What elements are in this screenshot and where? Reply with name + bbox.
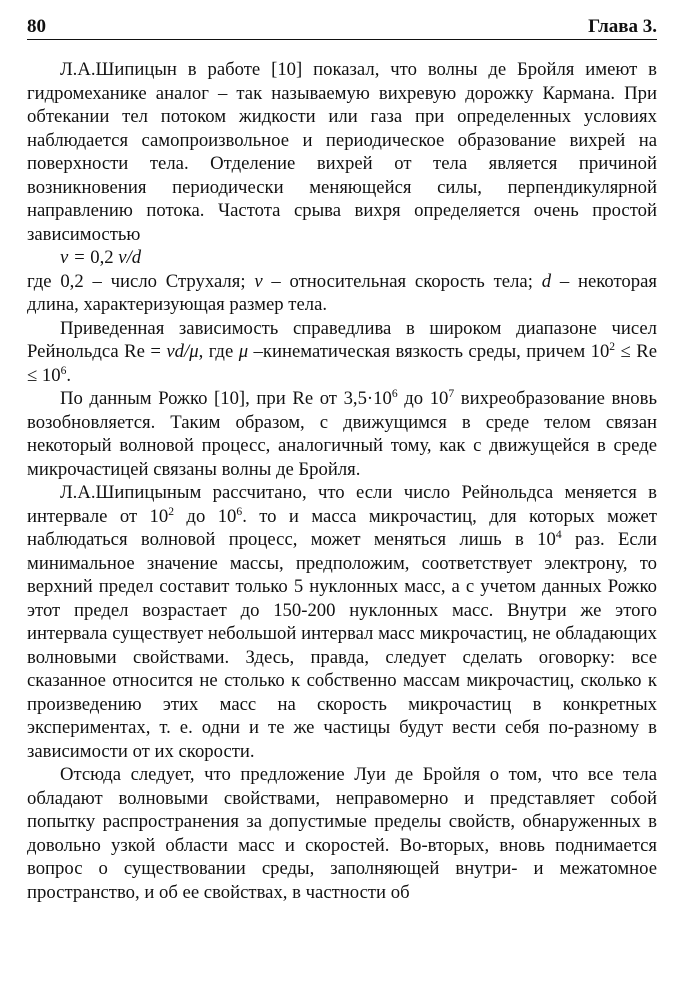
body-text — [27, 58, 657, 904]
p4-superscript-2: 7 — [448, 386, 455, 400]
paragraph-5 — [27, 481, 657, 763]
p4-text-a: По данным Рожко [10], при Re от 3,5·10 — [60, 388, 392, 409]
p2-text-a: где 0,2 – число Струхаля; — [27, 270, 255, 292]
formula — [27, 246, 657, 270]
p5-superscript-1: 2 — [168, 504, 175, 518]
p3-superscript-1: 2 — [609, 339, 616, 353]
page-header — [27, 8, 657, 38]
p5-text-b: до 10 — [174, 505, 237, 527]
p3-expression: vd/μ — [166, 341, 199, 362]
p5-text-d: раз. Если минимальное значение массы, предположим, соответствует электрону, то верхний предел составит только 5 нуклонных масс, а с учетом данных Рожко этот предел возрастает до 150-200 нуклонных масс. Внутри же этого интервала существует небольшой интервал масс микрочастиц, не обладающих волновыми свойствами. Здесь, правда, следует сделать оговорку: все сказанное относится не столько к собственно массам микрочастиц, сколько к произведению этих масс на скорость микрочастиц в конкретных экспериментах, т. е. одни и те же частицы будут вести себя по-разному в зависимости от их скорости. — [27, 529, 657, 762]
paragraph-4 — [27, 387, 657, 481]
formula-lhs: ν = — [60, 247, 91, 268]
p3-text-b: , где — [198, 341, 239, 362]
p2-text-b: – относительная скорость тела; — [262, 270, 542, 292]
p4-text-b: до 10 — [397, 388, 449, 409]
paragraph-2 — [27, 270, 657, 317]
p2-symbol-d: d — [541, 270, 552, 292]
p3-text-a: Приведенная зависимость справедлива в широком диапазоне чисел Рейнольдса Re = — [27, 317, 657, 362]
p4-superscript-1: 6 — [391, 386, 398, 400]
p5-text-c: . то и масса микрочастиц, для которых может наблюдаться волновой процесс, может меняться лишь в 10 — [27, 505, 657, 550]
formula-rhs: v/d — [113, 247, 142, 268]
formula-coefficient: 0,2 — [90, 247, 114, 268]
p3-text-d: ≤ Re ≤ 10 — [27, 341, 658, 386]
p2-symbol-nu: ν — [254, 270, 263, 292]
p3-text-c: –кинематическая вязкость среды, причем 10 — [248, 341, 610, 362]
p5-text-a: Л.А.Шипицыным рассчитано, что если число Рейнольдса меняется в интервале от 10 — [27, 482, 657, 527]
p4-text-c: вихреобразование вновь возобновляется. Таким образом, с движущимся в среде телом связан некоторый волновой процесс, аналогичный тому, как с движущейся в среде микрочастицей связаны волны де Бройля. — [27, 388, 657, 480]
chapter-title: Глава 3. — [588, 16, 657, 37]
p5-superscript-2: 6 — [236, 504, 243, 518]
paragraph-1: Л.А.Шипицын в работе [10] показал, что волны де Бройля имеют в гидромеханике аналог – так называемую вихревую дорожку Кармана. При обтекании тел потоком жидкости или газа при определенных условиях наблюдается самопроизвольное и периодическое образование вихрей на поверхности тела. Отделение вихрей от тела является причиной возникновения периодически меняющейся силы, перпендикулярной направлению потока. Частота срыва вихря определяется очень простой зависимостью — [27, 59, 657, 245]
p3-symbol-mu: μ — [238, 341, 249, 362]
p3-text-e: . — [66, 364, 72, 386]
paragraph-6: Отсюда следует, что предложение Луи де Бройля о том, что все тела обладают волновыми свойствами, неправомерно и представляет собой попытку распространения за допустимые пределы свойств, обнаруженных в довольно узкой области масс и скоростей. Во-вторых, вновь поднимается вопрос о существовании среды, заполняющей внутри- и межатомное пространство, и об ее свойствах, в частности об — [27, 764, 657, 903]
p3-superscript-2: 6 — [60, 363, 67, 377]
page-number: 80 — [27, 16, 46, 37]
p2-text-c: – некоторая длина, характеризующая размер тела. — [27, 270, 657, 315]
paragraph-3 — [27, 317, 657, 388]
p5-superscript-3: 4 — [555, 527, 562, 541]
header-rule — [27, 39, 657, 40]
